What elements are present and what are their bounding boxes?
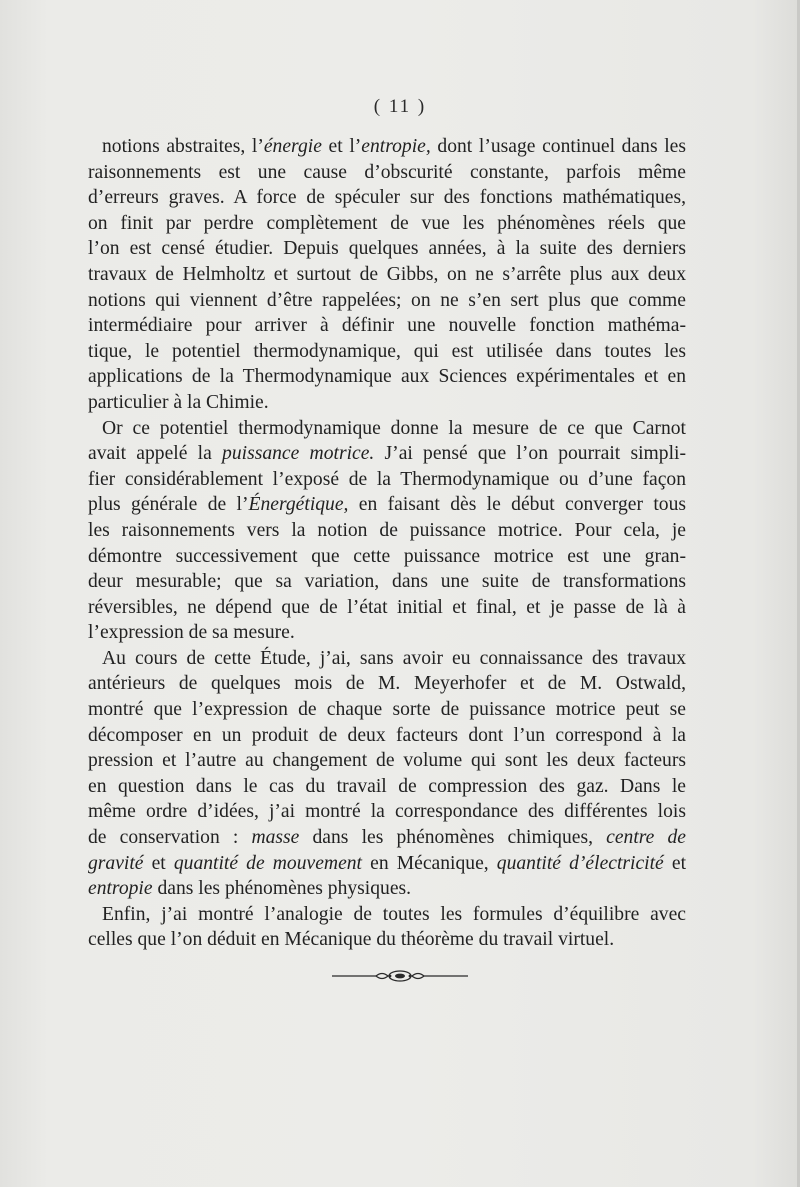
text-segment: et [663,852,687,874]
text-line [88,825,686,851]
text-line [88,518,686,544]
text-segment: même ordre d’idées, j’ai montré la correspondance des différentes lois [88,801,686,823]
text-line [88,748,686,774]
text-segment: plus générale de l’ [88,494,249,516]
text-segment: J’ai pensé que l’on pourrait simpli- [374,443,686,465]
paragraph [88,902,686,953]
text-line [88,595,686,621]
text-line [88,851,686,877]
italic-term: puissance motrice. [222,443,375,465]
text-segment: démontre successivement que cette puissance motrice est une gran- [88,545,686,567]
paragraph [88,416,686,646]
paragraph [88,646,686,902]
text-segment: avait appelé la [88,443,223,465]
text-line [88,262,686,288]
text-line [88,134,686,160]
text-segment: Enfin, j’ai montré l’analogie de toutes les formules d’équilibre avec [102,903,686,925]
text-line [88,927,686,953]
text-segment: décomposer en un produit de deux facteurs dont l’un correspond à la [88,724,686,746]
text-segment: dans les phénomènes chimiques, [299,827,607,849]
text-segment: antérieurs de quelques mois de M. Meyerhofer et de M. Ostwald, [88,673,686,695]
text-segment: on finit par perdre complètement de vue les phénomènes réels que [88,212,686,234]
text-line [88,339,686,365]
text-segment: pression et l’autre au changement de volume qui sont les deux facteurs [88,750,686,772]
text-segment: de conservation : [88,827,252,849]
page-number: ( 11 ) [373,96,427,117]
text-line [88,236,686,262]
text-segment: les raisonnements vers la notion de puissance motrice. Pour cela, je [88,519,686,541]
text-segment: celles que l’on déduit en Mécanique du théorème du travail virtuel. [88,929,615,951]
text-line [88,416,686,442]
tailpiece-ornament-icon [330,966,470,986]
text-line [88,774,686,800]
text-segment: notions abstraites, l’ [102,136,264,157]
text-line [88,671,686,697]
text-segment: Or ce potentiel thermodynamique donne la mesure de ce que Carnot [102,417,686,439]
text-segment: raisonnements est une cause d’obscurité constante, parfois même [88,161,686,183]
italic-term: gravité [88,852,144,874]
body-text [88,134,686,953]
text-segment: particulier à la Chimie. [88,391,269,413]
text-line [88,492,686,518]
text-segment: intermédiaire pour arriver à définir une nouvelle fonction mathéma- [88,315,686,337]
text-line [88,288,686,314]
italic-term: énergie [263,136,322,157]
text-line [88,364,686,390]
italic-term: entropie [88,878,153,900]
text-line [88,467,686,493]
paragraph [88,134,686,416]
text-segment: travaux de Helmholtz et surtout de Gibbs, on ne s’arrête plus aux deux [88,263,686,285]
text-segment: d’erreurs graves. A force de spéculer sur des fonctions mathématiques, [88,187,686,209]
text-segment: dans les phénomènes physiques. [152,878,412,900]
text-line [88,799,686,825]
text-segment: notions qui viennent d’être rappelées; on ne s’en sert plus que comme [88,289,686,311]
text-line [88,876,686,902]
text-segment: en question dans le cas du travail de compression des gaz. Dans le [88,775,686,797]
text-segment: en Mécanique, [362,852,497,874]
text-line [88,569,686,595]
text-segment: et [143,852,174,874]
text-segment: montré que l’expression de chaque sorte de puissance motrice peut se [88,699,686,721]
text-line [88,544,686,570]
text-segment: et l’ [321,136,362,157]
text-line [88,313,686,339]
text-segment: tique, le potentiel thermodynamique, qui est utilisée dans toutes les [88,340,686,362]
text-segment: l’on est censé étudier. Depuis quelques années, à la suite des derniers [88,238,686,260]
italic-term: centre de [606,827,686,849]
text-segment: applications de la Thermodynamique aux Sciences expérimentales et en [88,366,686,388]
text-line [88,620,686,646]
text-line [88,390,686,416]
text-segment: Au cours de cette Étude, j’ai, sans avoir eu connaissance des travaux [102,647,686,669]
italic-term: Énergétique, [248,494,349,516]
text-line [88,160,686,186]
text-line [88,697,686,723]
text-segment: en faisant dès le début converger tous [348,494,687,516]
text-segment: fier considérablement l’exposé de la Thermodynamique ou d’une façon [88,468,686,490]
italic-term: masse [251,827,300,849]
text-segment: réversibles, ne dépend que de l’état initial et final, et je passe de là à [88,596,686,618]
text-line [88,646,686,672]
text-line [88,723,686,749]
italic-term: quantité d’électricité [496,852,664,874]
text-line [88,441,686,467]
text-segment: deur mesurable; que sa variation, dans une suite de transformations [88,571,686,593]
text-line [88,185,686,211]
text-line [88,902,686,928]
text-line [88,211,686,237]
italic-term: quantité de mouvement [173,852,363,874]
text-segment: l’expression de sa mesure. [88,622,295,644]
italic-term: entropie, [361,136,431,157]
text-segment: dont l’usage continuel dans les [430,136,686,157]
